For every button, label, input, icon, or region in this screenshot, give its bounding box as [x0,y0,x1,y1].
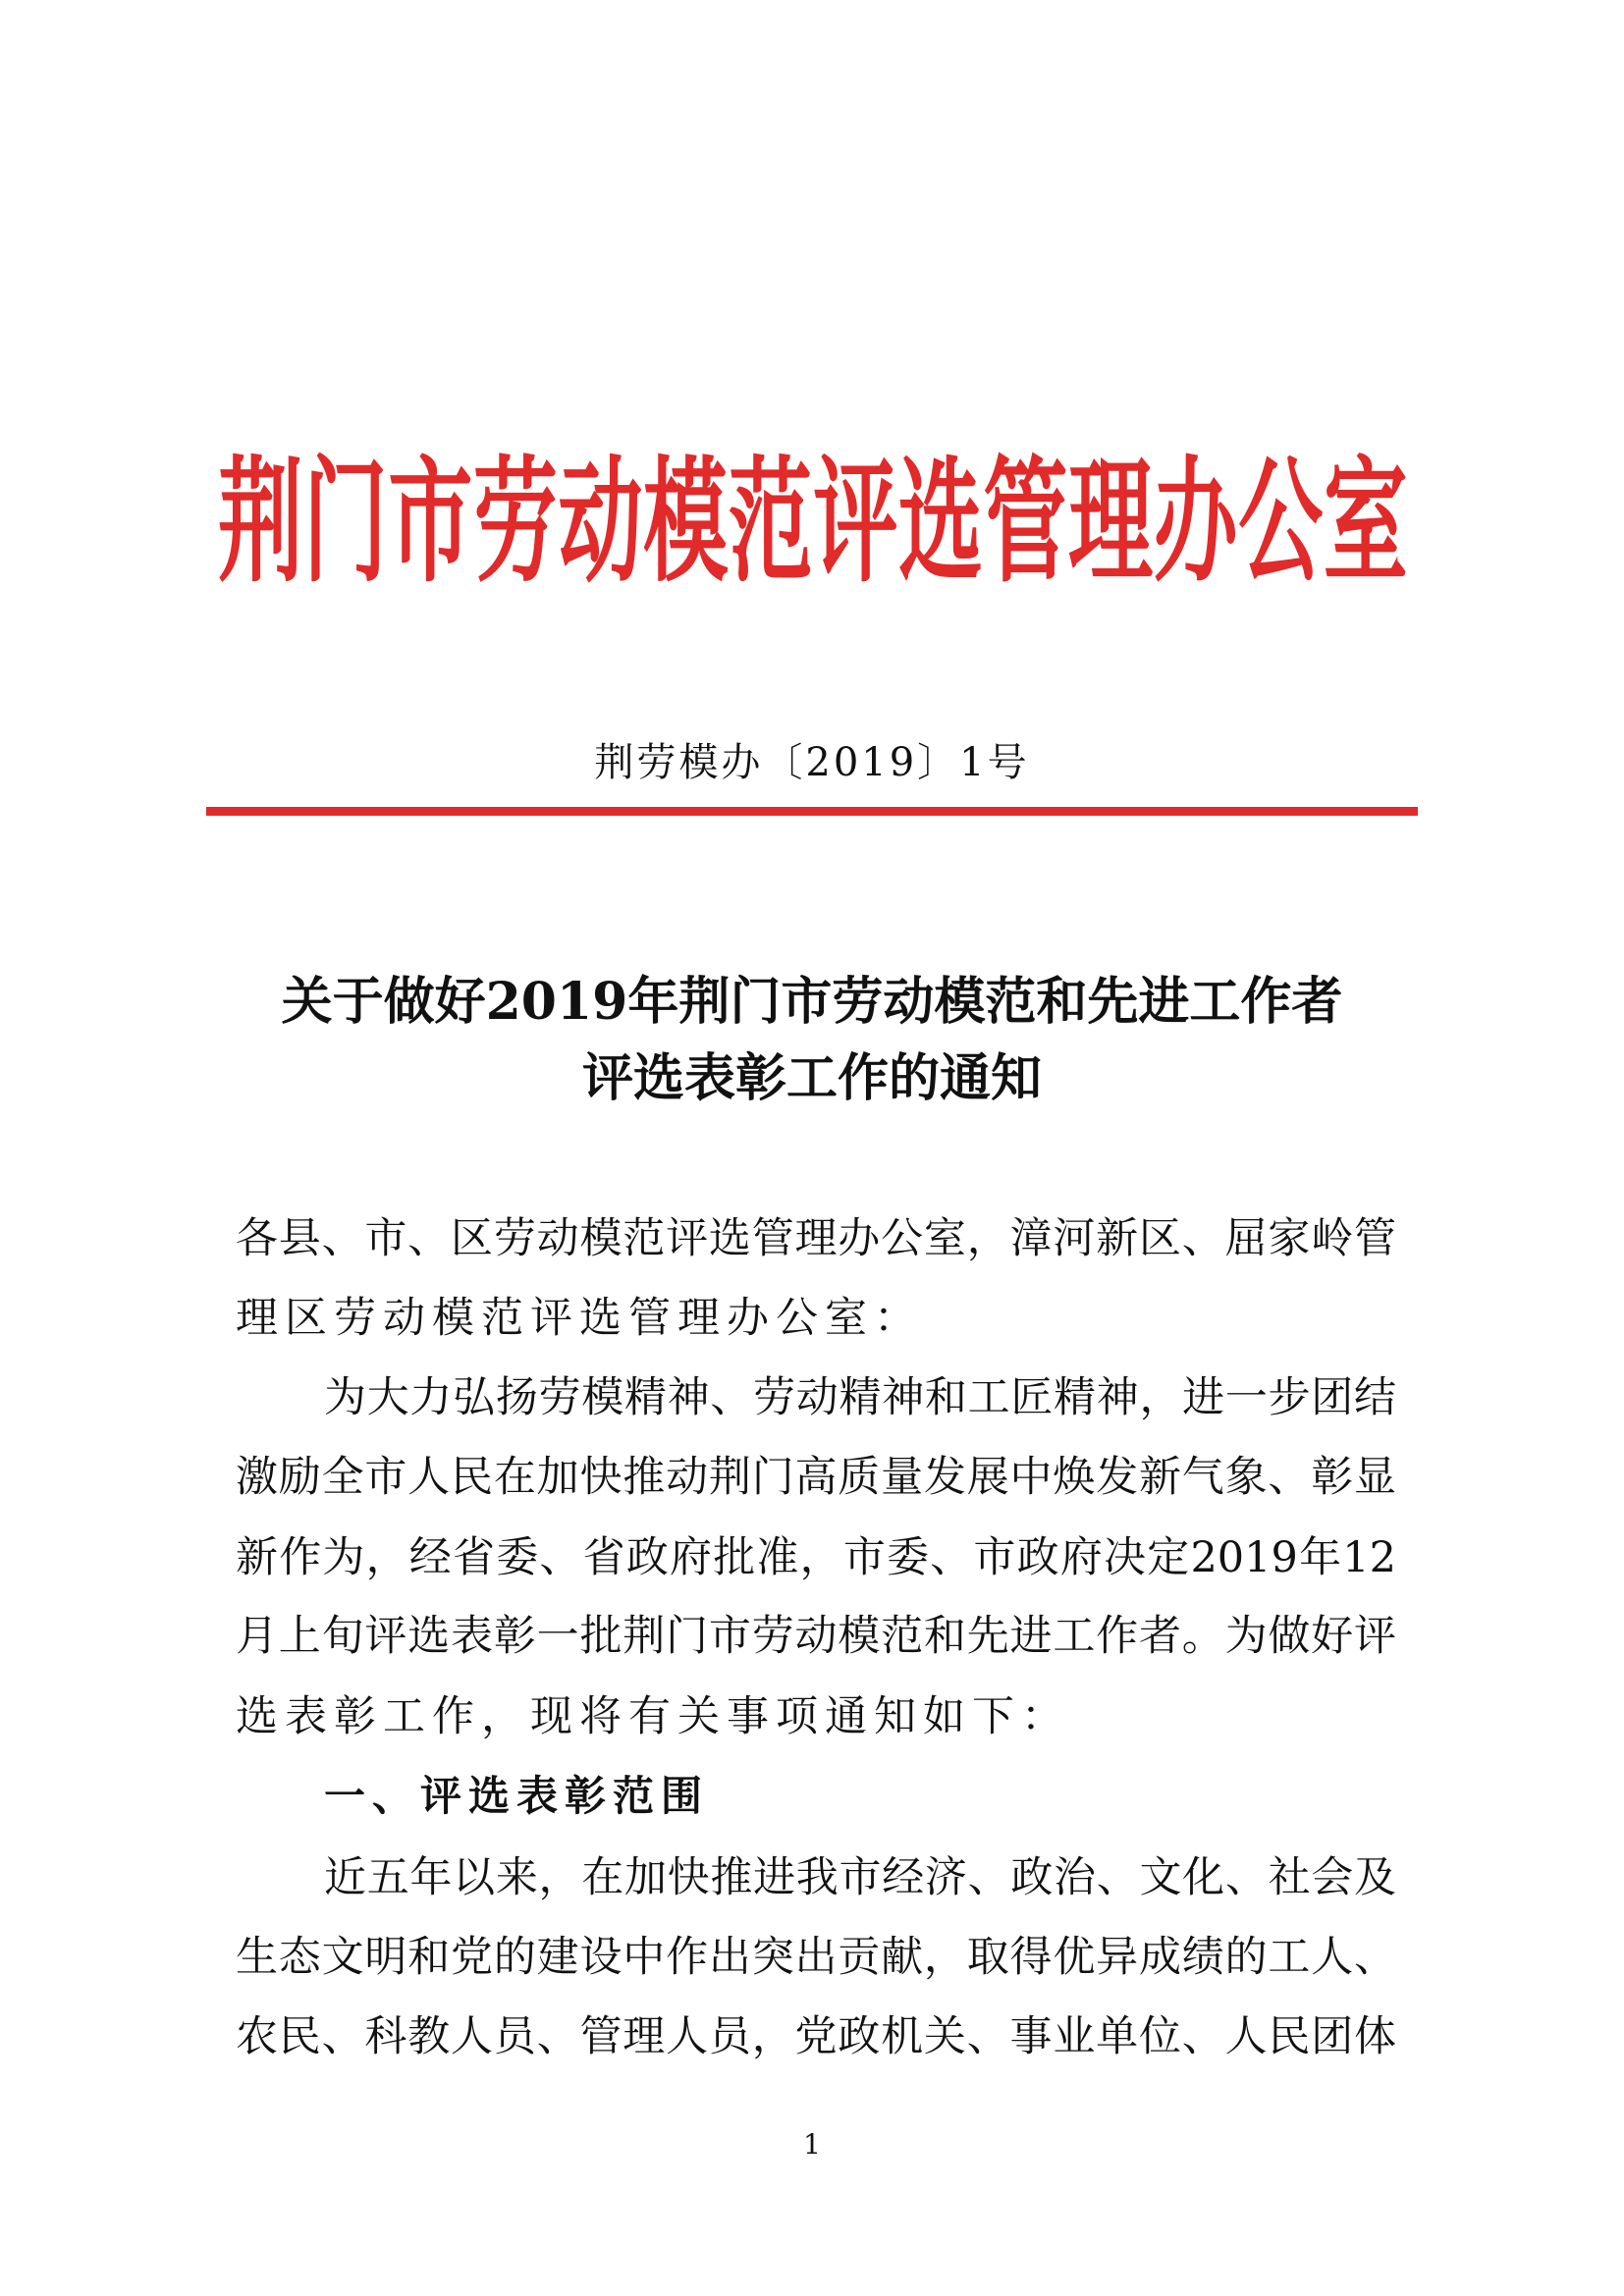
body-line: 激励全市人民在加快推动荆门高质量发展中焕发新气象、彰显 [236,1453,1396,1502]
body-line: 生态文明和党的建设中作出突出贡献，取得优异成绩的工人、 [236,1933,1396,1982]
body-line: 理区劳动模范评选管理办公室： [236,1294,923,1343]
masthead-char: 模 [643,444,729,602]
masthead-char: 范 [728,444,813,602]
document-title-line1: 关于做好2019年荆门市劳动模范和先进工作者 [281,972,1343,1032]
issuer-masthead [218,432,1408,602]
body-line: 为大力弘扬劳模精神、劳动精神和工匠精神，进一步团结 [324,1373,1396,1422]
masthead-char: 选 [897,444,983,602]
masthead-char: 理 [1068,444,1154,602]
body-line: 选表彰工作，现将有关事项通知如下： [236,1692,1070,1741]
masthead-char: 管 [983,444,1068,602]
masthead-char: 办 [1153,444,1238,602]
document-number: 荆劳模办〔2019〕1号 [594,740,1030,785]
document-title-line2: 评选表彰工作的通知 [581,1048,1042,1108]
masthead-char: 评 [813,444,898,602]
masthead-char: 公 [1238,444,1324,602]
masthead-char: 门 [302,444,388,602]
masthead-char: 荆 [218,444,303,602]
masthead-char: 市 [388,444,473,602]
masthead-char: 劳 [473,444,559,602]
body-line: 月上旬评选表彰一批荆门市劳动模范和先进工作者。为做好评 [236,1612,1396,1661]
red-divider [206,807,1418,816]
body-line: 农民、科教人员、管理人员，党政机关、事业单位、人民团体 [236,2012,1396,2061]
body-line: 近五年以来，在加快推进我市经济、政治、文化、社会及 [324,1853,1396,1902]
body-line: 各县、市、区劳动模范评选管理办公室，漳河新区、屈家岭管 [236,1214,1396,1263]
masthead-char: 动 [558,444,643,602]
masthead-char: 室 [1323,444,1408,602]
section-heading: 一、评选表彰范围 [324,1772,710,1820]
body-line: 新作为，经省委、省政府批准，市委、市政府决定2019年12 [236,1533,1396,1582]
page-number: 1 [803,2128,821,2161]
